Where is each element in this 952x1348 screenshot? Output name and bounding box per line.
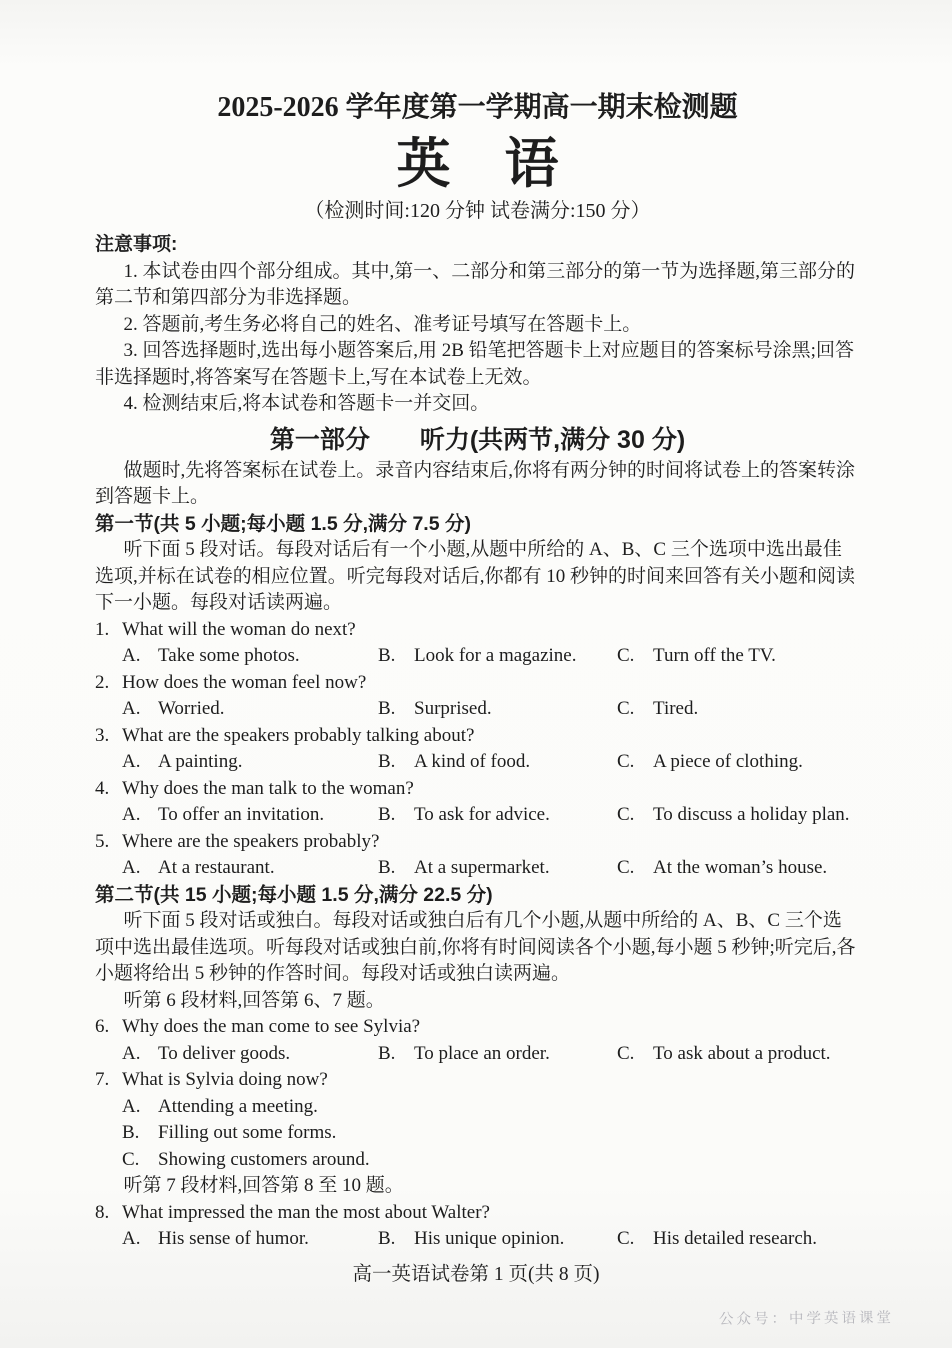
option-a bbox=[122, 1094, 860, 1121]
option-c-label: C. bbox=[617, 1228, 635, 1249]
question-text bbox=[95, 1067, 860, 1094]
question-stem: Why does the man come to see Sylvia? bbox=[122, 1016, 421, 1037]
option-c-text: His detailed research. bbox=[653, 1228, 818, 1249]
option-b bbox=[378, 802, 617, 829]
option-a-label: A. bbox=[122, 1228, 141, 1249]
option-c bbox=[617, 1226, 860, 1253]
options-stack bbox=[122, 1094, 860, 1174]
section2-heading: 第二节(共 15 小题;每小题 1.5 分,满分 22.5 分) bbox=[95, 883, 493, 906]
section1-intro: 听下面 5 段对话。每段对话后有一个小题,从题中所给的 A、B、C 三个选项中选出最佳选项,并标在试卷的相应位置。听完每段对话后,你都有 10 秒钟的时间来回答有关小题和阅读下一小题。每段对话读两遍。 bbox=[95, 539, 856, 613]
option-a bbox=[122, 802, 378, 829]
option-b-text: Surprised. bbox=[414, 698, 492, 719]
question-number: 5. bbox=[95, 830, 110, 852]
option-a-label: A. bbox=[122, 1042, 141, 1064]
question-text bbox=[95, 776, 860, 803]
question-5 bbox=[95, 829, 860, 882]
question-8 bbox=[95, 1200, 860, 1253]
question-stem: Why does the man talk to the woman? bbox=[122, 777, 414, 799]
option-b bbox=[378, 1041, 617, 1068]
options-row bbox=[122, 749, 860, 776]
question-stem: What will the woman do next? bbox=[122, 618, 356, 640]
option-c-label: C. bbox=[617, 751, 635, 772]
option-a bbox=[122, 696, 378, 723]
section2-intro: 听下面 5 段对话或独白。每段对话或独白后有几个小题,从题中所给的 A、B、C 三个选项中选出最佳选项。听每段对话或独白前,你将有时间阅读各个小题,每小题 5 秒钟;听完后,各小题将给出 5 秒钟的作答时间。每段对话或独白读两遍。 bbox=[95, 910, 856, 984]
option-c bbox=[617, 749, 860, 776]
question-stem: How does the woman feel now? bbox=[122, 671, 367, 693]
notice-item-3: 3. 回答选择题时,选出每小题答案后,用 2B 铅笔把答题卡上对应题目的答案标号涂黑;回答非选择题时,将答案写在答题卡上,写在本试卷上无效。 bbox=[95, 340, 854, 388]
page-title: 2025-2026 学年度第一学期高一期末检测题 bbox=[217, 92, 738, 123]
notice-item-2: 2. 答题前,考生务必将自己的姓名、准考证号填写在答题卡上。 bbox=[123, 313, 642, 335]
section1-heading: 第一节(共 5 小题;每小题 1.5 分,满分 7.5 分) bbox=[95, 512, 471, 535]
option-b-label: B. bbox=[378, 857, 396, 878]
option-c-text: To discuss a holiday plan. bbox=[653, 804, 850, 825]
option-c-label: C. bbox=[617, 804, 635, 825]
option-b-label: B. bbox=[378, 1042, 396, 1064]
option-a-text: Worried. bbox=[158, 698, 225, 719]
question-stem: What is Sylvia doing now? bbox=[122, 1069, 328, 1090]
question-7 bbox=[95, 1067, 860, 1173]
option-a-label: A. bbox=[122, 1095, 141, 1117]
option-a bbox=[122, 1041, 378, 1068]
question-number: 1. bbox=[95, 618, 110, 640]
question-stem: Where are the speakers probably? bbox=[122, 830, 380, 852]
question-number: 7. bbox=[95, 1069, 110, 1090]
notice-item-1: 1. 本试卷由四个部分组成。其中,第一、二部分和第三部分的第一节为选择题,第三部分的第二节和第四部分为非选择题。 bbox=[95, 260, 856, 308]
exam-info: （检测时间:120 分钟 试卷满分:150 分） bbox=[304, 200, 651, 222]
question-3 bbox=[95, 723, 860, 776]
option-b bbox=[378, 855, 617, 882]
option-a-text: At a restaurant. bbox=[158, 857, 275, 878]
option-c bbox=[617, 1041, 860, 1068]
question-1 bbox=[95, 617, 860, 670]
option-b-label: B. bbox=[378, 751, 396, 772]
option-c-label: C. bbox=[617, 698, 635, 719]
option-a-label: A. bbox=[122, 751, 141, 772]
option-a-label: A. bbox=[122, 804, 141, 825]
option-b-label: B. bbox=[378, 698, 396, 719]
notice-item-4: 4. 检测结束后,将本试卷和答题卡一并交回。 bbox=[123, 393, 490, 414]
question-text bbox=[95, 723, 860, 750]
question-6 bbox=[95, 1014, 860, 1067]
notice-heading: 注意事项: bbox=[95, 234, 178, 255]
option-a-label: A. bbox=[122, 698, 141, 719]
question-text bbox=[95, 670, 860, 697]
option-c bbox=[122, 1147, 860, 1174]
question-number: 6. bbox=[95, 1016, 110, 1037]
option-c bbox=[617, 696, 860, 723]
options-row bbox=[122, 802, 860, 829]
option-b-text: At a supermarket. bbox=[414, 857, 550, 878]
question-stem: What are the speakers probably talking about? bbox=[122, 724, 475, 746]
option-b bbox=[122, 1120, 860, 1147]
option-c bbox=[617, 802, 860, 829]
question-text bbox=[95, 1200, 860, 1227]
option-b-label: B. bbox=[378, 1228, 396, 1249]
option-a-label: A. bbox=[122, 645, 141, 666]
option-c bbox=[617, 855, 860, 882]
option-c bbox=[617, 643, 860, 670]
option-b-text: To place an order. bbox=[414, 1042, 550, 1064]
part1-intro: 做题时,先将答案标在试卷上。录音内容结束后,你将有两分钟的时间将试卷上的答案转涂到答题卡上。 bbox=[95, 459, 856, 507]
option-a-label: A. bbox=[122, 857, 141, 878]
option-b-text: Look for a magazine. bbox=[414, 645, 577, 666]
option-a-text: To deliver goods. bbox=[158, 1042, 291, 1064]
options-row bbox=[122, 1226, 860, 1253]
option-c-label: C. bbox=[122, 1148, 140, 1170]
watermark-text: 公众号：中学英语课堂 bbox=[718, 1309, 895, 1328]
options-row bbox=[122, 643, 860, 670]
question-number: 2. bbox=[95, 671, 110, 693]
option-b bbox=[378, 749, 617, 776]
part1-heading: 第一部分 听力(共两节,满分 30 分) bbox=[269, 425, 686, 454]
option-c-label: C. bbox=[617, 857, 635, 878]
option-a-text: His sense of humor. bbox=[158, 1228, 309, 1249]
question-number: 8. bbox=[95, 1201, 110, 1223]
option-b bbox=[378, 643, 617, 670]
question-text bbox=[95, 1014, 860, 1041]
question-4 bbox=[95, 776, 860, 829]
question-number: 4. bbox=[95, 777, 110, 799]
question-text bbox=[95, 617, 860, 644]
option-b-label: B. bbox=[378, 804, 396, 825]
option-c-text: Showing customers around. bbox=[158, 1148, 370, 1170]
option-a bbox=[122, 643, 378, 670]
option-a-text: Attending a meeting. bbox=[158, 1095, 318, 1117]
option-b-text: Filling out some forms. bbox=[158, 1122, 337, 1143]
option-a-text: A painting. bbox=[158, 751, 243, 772]
option-c-text: A piece of clothing. bbox=[653, 751, 803, 772]
option-a bbox=[122, 1226, 378, 1253]
options-row bbox=[122, 696, 860, 723]
option-a bbox=[122, 749, 378, 776]
option-a-text: To offer an invitation. bbox=[158, 804, 325, 825]
material6-note: 听第 6 段材料,回答第 6、7 题。 bbox=[123, 989, 385, 1011]
option-a bbox=[122, 855, 378, 882]
question-number: 3. bbox=[95, 724, 110, 746]
option-c-text: Tired. bbox=[653, 698, 699, 719]
option-b bbox=[378, 1226, 617, 1253]
option-b-text: A kind of food. bbox=[414, 751, 531, 772]
option-b-label: B. bbox=[378, 645, 396, 666]
option-c-text: To ask about a product. bbox=[653, 1042, 831, 1064]
question-text bbox=[95, 829, 860, 856]
question-2 bbox=[95, 670, 860, 723]
subject-title: 英 语 bbox=[396, 134, 559, 194]
option-a-text: Take some photos. bbox=[158, 645, 300, 666]
options-row bbox=[122, 855, 860, 882]
question-stem: What impressed the man the most about Walter? bbox=[122, 1201, 490, 1223]
option-c-text: Turn off the TV. bbox=[653, 645, 776, 666]
option-b bbox=[378, 696, 617, 723]
page-footer: 高一英语试卷第 1 页(共 8 页) bbox=[352, 1263, 600, 1285]
material7-note: 听第 7 段材料,回答第 8 至 10 题。 bbox=[123, 1175, 404, 1196]
option-c-label: C. bbox=[617, 645, 635, 666]
option-b-label: B. bbox=[122, 1122, 140, 1143]
options-row bbox=[122, 1041, 860, 1068]
option-b-text: To ask for advice. bbox=[414, 804, 550, 825]
option-c-text: At the woman’s house. bbox=[653, 857, 828, 878]
option-b-text: His unique opinion. bbox=[414, 1228, 565, 1249]
option-c-label: C. bbox=[617, 1042, 635, 1064]
